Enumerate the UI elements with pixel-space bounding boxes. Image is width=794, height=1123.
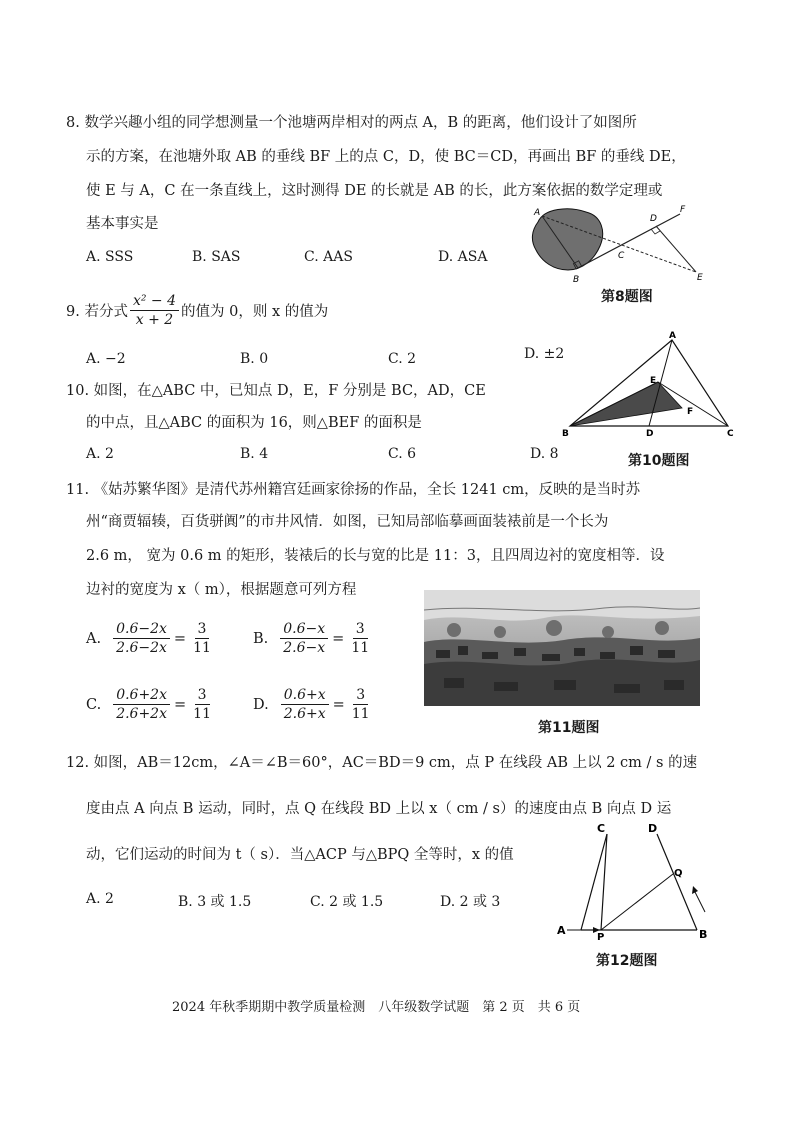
q11-line4: 边衬的宽度为 x（ m），根据题意可列方程 xyxy=(86,582,357,598)
segment-ac xyxy=(581,834,607,930)
label-c: C xyxy=(597,822,606,835)
q8-option-c[interactable]: C. AAS xyxy=(304,249,353,265)
q9-option-c[interactable]: C. 2 xyxy=(388,351,417,367)
q9-fraction xyxy=(130,292,179,329)
q8-line3: 使 E 与 A，C 在一条直线上，这时测得 DE 的长就是 AB 的长，此方案依据的数学定理或 xyxy=(86,183,663,199)
q11-option-d[interactable]: D. $\frac{0.6+x}{2.6+x}$ = $\frac{3}{11}$ xyxy=(253,686,375,723)
option-denominator: 2.6+2x xyxy=(116,706,167,722)
segment-pq xyxy=(601,874,673,930)
q10-figure xyxy=(560,330,740,442)
q10-option-c[interactable]: C. 6 xyxy=(388,446,417,462)
option-letter: C. xyxy=(86,696,102,713)
q11-line1: 11. 《姑苏繁华图》是清代苏州籍宫廷画家徐扬的作品，全长 1241 cm，反映的是当时苏 xyxy=(66,482,641,498)
q12-line1: 12. 如图，AB＝12cm，∠A＝∠B＝60°，AC＝BD＝9 cm，点 P 在线段 AB 上以 2 cm / s 的速 xyxy=(66,755,698,771)
label-d: D xyxy=(648,822,658,835)
option-rhs-numerator: 3 xyxy=(353,686,368,705)
q8-caption: 第8题图 xyxy=(601,289,653,305)
option-numerator: 0.6−x xyxy=(280,620,328,639)
label-e: E xyxy=(697,273,703,282)
option-rhs-denominator: 11 xyxy=(193,706,211,722)
label-b: B xyxy=(699,928,708,940)
q9-option-a[interactable]: A. −2 xyxy=(86,351,126,367)
q11-caption: 第11题图 xyxy=(538,720,600,736)
label-e: E xyxy=(650,376,657,386)
option-rhs-numerator: 3 xyxy=(353,620,368,639)
q12-option-c[interactable]: C. 2 或 1.5 xyxy=(310,894,384,910)
option-rhs-numerator: 3 xyxy=(195,620,210,639)
label-c: C xyxy=(727,429,734,439)
q9-numerator: x² − 4 xyxy=(130,292,179,311)
q10-option-b[interactable]: B. 4 xyxy=(240,446,269,462)
q8-figure xyxy=(524,200,720,282)
option-numerator: 0.6+x xyxy=(281,686,329,705)
q12-option-d[interactable]: D. 2 或 3 xyxy=(440,894,501,910)
q11-option-b[interactable]: B. $\frac{0.6-x}{2.6-x}$ = $\frac{3}{11}$ xyxy=(253,620,374,657)
q8-line2: 示的方案，在池塘外取 AB 的垂线 BF 上的点 C，D，使 BC＝CD，再画出 BF 的垂线 DE， xyxy=(86,149,686,165)
motion-arrow-q xyxy=(695,892,705,912)
q11-option-a[interactable]: A. $\frac{0.6-2x}{2.6-2x}$ = $\frac{3}{11}$ xyxy=(86,620,216,657)
option-denominator: 2.6−2x xyxy=(116,640,167,656)
option-letter: D. xyxy=(253,696,269,713)
q12-line2: 度由点 A 向点 B 运动，同时，点 Q 在线段 BD 上以 x（ cm / s）的速度由点 B 向点 D 运 xyxy=(86,801,672,817)
q11-line2: 州“商贾辐辏，百货骈阗”的市井风情．如图，已知局部临摹画面装裱前是一个长为 xyxy=(86,514,609,530)
q9-denominator: x + 2 xyxy=(135,312,174,328)
q9-option-d[interactable]: D. ±2 xyxy=(524,346,565,362)
option-denominator: 2.6+x xyxy=(283,706,326,722)
label-a: A xyxy=(669,331,676,341)
label-a: A xyxy=(557,924,566,937)
option-rhs-denominator: 11 xyxy=(193,640,211,656)
q9-suffix: 的值为 0，则 x 的值为 xyxy=(181,304,329,320)
q9-prefix: 9. 若分式 xyxy=(66,304,128,320)
q11-painting-image xyxy=(424,590,700,706)
q9-stem xyxy=(66,292,328,329)
option-numerator: 0.6+2x xyxy=(113,686,170,705)
option-denominator: 2.6−x xyxy=(283,640,326,656)
q10-caption: 第10题图 xyxy=(628,453,690,469)
option-rhs-denominator: 11 xyxy=(351,706,370,722)
label-b: B xyxy=(562,429,569,439)
q12-line3: 动，它们运动的时间为 t（ s）．当△ACP 与△BPQ 全等时，x 的值 xyxy=(86,847,514,863)
q8-option-a[interactable]: A. SSS xyxy=(86,249,134,265)
option-rhs-denominator: 11 xyxy=(351,640,370,656)
q12-option-b[interactable]: B. 3 或 1.5 xyxy=(178,894,252,910)
q10-option-d[interactable]: D. 8 xyxy=(530,446,559,462)
label-p: P xyxy=(597,932,605,940)
q11-line3: 2.6 m， 宽为 0.6 m 的矩形，装裱后的长与宽的比是 11：3，且四周边衬的宽度相等．设 xyxy=(86,548,665,564)
label-d: D xyxy=(650,214,657,224)
q10-option-a[interactable]: A. 2 xyxy=(86,446,114,462)
label-d: D xyxy=(646,429,654,439)
label-a: A xyxy=(534,208,541,218)
q11-option-c[interactable]: C. $\frac{0.6+2x}{2.6+2x}$ = $\frac{3}{11}$ xyxy=(86,686,216,723)
segment-cp xyxy=(601,834,607,930)
q8-line4: 基本事实是 xyxy=(86,216,159,232)
option-letter: A. xyxy=(86,630,102,647)
q10-line2: 的中点，且△ABC 的面积为 16，则△BEF 的面积是 xyxy=(86,415,422,431)
label-q: Q xyxy=(674,868,683,879)
q12-caption: 第12题图 xyxy=(596,953,658,969)
q8-option-d[interactable]: D. ASA xyxy=(438,249,488,265)
label-b: B xyxy=(573,275,580,282)
q8-option-b[interactable]: B. SAS xyxy=(192,249,241,265)
option-rhs-numerator: 3 xyxy=(195,686,210,705)
page-footer: 2024 年秋季期期中教学质量检测 八年级数学试题 第 2 页 共 6 页 xyxy=(172,1000,581,1015)
q8-line1: 8. 数学兴趣小组的同学想测量一个池塘两岸相对的两点 A，B 的距离，他们设计了如图所 xyxy=(66,115,637,131)
q10-line1: 10. 如图，在△ABC 中，已知点 D，E，F 分别是 BC，AD，CE xyxy=(66,383,486,399)
label-f: F xyxy=(687,407,694,417)
label-c: C xyxy=(618,251,625,261)
shaded-triangle-bef xyxy=(570,382,682,426)
option-letter: B. xyxy=(253,630,269,647)
q12-option-a[interactable]: A. 2 xyxy=(86,891,114,907)
q12-figure xyxy=(553,820,723,940)
label-f: F xyxy=(680,205,686,215)
option-numerator: 0.6−2x xyxy=(113,620,170,639)
q9-option-b[interactable]: B. 0 xyxy=(240,351,269,367)
